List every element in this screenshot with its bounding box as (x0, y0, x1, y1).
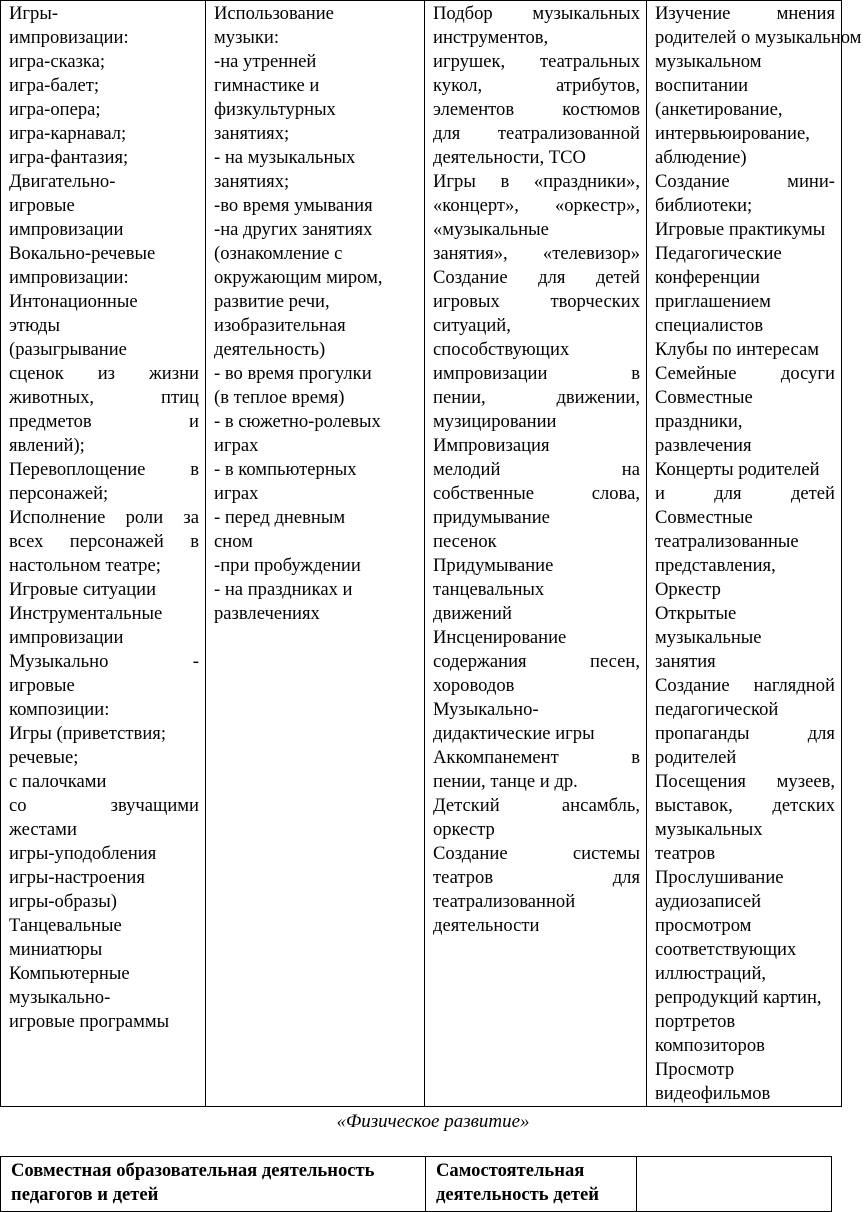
cell-line: Подбор музыкальных (433, 3, 640, 24)
cell-line: - во время прогулки (214, 363, 372, 384)
table-row (1, 1, 842, 1107)
cell-line: движений (433, 603, 512, 624)
cell-line: игра-сказка; (9, 51, 106, 72)
cell-line: Музыкально - (9, 651, 199, 672)
cell-line: интервьюирование, (655, 123, 810, 144)
cell-line: соответствующих (655, 939, 797, 960)
cell-line: специалистов (655, 315, 764, 336)
cell-line: музыки: (214, 27, 280, 48)
cell-line: Использование (214, 3, 334, 24)
cell-line: элементов костюмов (433, 99, 640, 120)
cell-line: Посещения музеев, (655, 771, 835, 792)
cell-line: Совместные (655, 507, 753, 528)
cell-line: выставок, детских (655, 795, 835, 816)
cell-line: родителей о музыкальном (655, 27, 862, 48)
cell-line: Музыкально- (433, 699, 539, 720)
cell-line: музыкальном (655, 51, 762, 72)
cell-line: миниатюры (9, 939, 103, 960)
cell-line: воспитании (655, 75, 749, 96)
column-music-usage (206, 1, 425, 1107)
cell-line: -во время умывания (214, 195, 373, 216)
cell-line: танцевальных (433, 579, 545, 600)
header-empty-cell (637, 1157, 832, 1212)
cell-line: Импровизация (433, 435, 550, 456)
cell-line: конференции (655, 267, 760, 288)
cell-line: инструментов, (433, 27, 549, 48)
cell-line: Игровые ситуации (9, 579, 157, 600)
cell-line: деятельность) (214, 339, 326, 360)
cell-line: физкультурных (214, 99, 336, 120)
cell-line: Интонационные (9, 291, 138, 312)
cell-line: дидактические игры (433, 723, 595, 744)
cell-line: Оркестр (655, 579, 721, 600)
cell-line: ситуаций, (433, 315, 511, 336)
cell-line: мелодий на (433, 459, 640, 480)
cell-line: (в теплое время) (214, 387, 345, 408)
cell-line: занятиях; (214, 123, 290, 144)
cell-line: импровизации: (9, 267, 129, 288)
cell-line: этюды (9, 315, 61, 336)
cell-line: библиотеки; (655, 195, 753, 216)
cell-line: -при пробуждении (214, 555, 361, 576)
cell-line: игры-образы) (9, 891, 117, 912)
cell-line: игровые (9, 195, 75, 216)
cell-line: праздники, (655, 411, 743, 432)
cell-line: видеофильмов (655, 1083, 771, 1104)
cell-line: развлечениях (214, 603, 320, 624)
cell-line: портретов (655, 1011, 736, 1032)
cell-line: всех персонажей в (9, 531, 199, 552)
cell-line: развлечения (655, 435, 752, 456)
cell-line: Семейные досуги (655, 363, 835, 384)
cell-line: композиторов (655, 1035, 765, 1056)
cell-line: Инсценирование (433, 627, 567, 648)
cell-line: импровизации в (433, 363, 640, 384)
cell-line: игра-опера; (9, 99, 101, 120)
cell-line: композиции: (9, 699, 110, 720)
cell-line: придумывание (433, 507, 550, 528)
cell-line: педагогической (655, 699, 779, 720)
cell-line: Исполнение роли за (9, 507, 199, 528)
cell-line: пропаганды для (655, 723, 835, 744)
cell-line: - перед дневным (214, 507, 346, 528)
cell-line: игра-карнавал; (9, 123, 127, 144)
column-improvisation (1, 1, 206, 1107)
section-title: «Физическое развитие» (336, 1111, 530, 1132)
cell-line: для театрализованной (433, 123, 640, 144)
cell-line: играх (214, 435, 259, 456)
table-row (1, 1157, 832, 1212)
cell-line: родителей (655, 747, 737, 768)
cell-line: импровизации (9, 219, 124, 240)
cell-line: (разыгрывание (9, 339, 127, 360)
activity-header-table (0, 1156, 832, 1212)
cell-line: оркестр (433, 819, 495, 840)
header-independent-activity: Самостоятельная деятельность детей (426, 1157, 637, 1212)
cell-line: Клубы по интересам (655, 339, 820, 360)
cell-line: Двигательно- (9, 171, 116, 192)
column-instruments (425, 1, 647, 1107)
cell-line: игры-настроения (9, 867, 145, 888)
cell-line: Танцевальные (9, 915, 122, 936)
cell-line: Просмотр (655, 1059, 735, 1080)
cell-line: содержания песен, (433, 651, 640, 672)
cell-line: сном (214, 531, 253, 552)
cell-line: Игры- (9, 3, 59, 24)
cell-line: импровизации (9, 627, 124, 648)
cell-line: деятельности (433, 915, 540, 936)
cell-line: игра-фантазия; (9, 147, 129, 168)
cell-line: аблюдение) (655, 147, 747, 168)
cell-line: гимнастике и (214, 75, 320, 96)
cell-line: игровых творческих (433, 291, 640, 312)
cell-line: театрализованной (433, 891, 576, 912)
cell-line: - на праздниках и (214, 579, 353, 600)
cell-line: Игровые практикумы (655, 219, 826, 240)
cell-line: персонажей; (9, 483, 109, 504)
cell-line: речевые; (9, 747, 79, 768)
cell-line: с палочками (9, 771, 107, 792)
cell-line: Вокально-речевые (9, 243, 156, 264)
cell-line: игры-уподобления (9, 843, 157, 864)
cell-line: - в сюжетно-ролевых (214, 411, 381, 432)
cell-line: и для детей (655, 483, 835, 504)
cell-line: занятия», «телевизор» (433, 243, 640, 264)
cell-line: игровые программы (9, 1011, 170, 1032)
cell-line: - в компьютерных (214, 459, 357, 480)
cell-line: театров для (433, 867, 640, 888)
cell-line: театрализованные (655, 531, 799, 552)
cell-line: представления, (655, 555, 776, 576)
cell-line: Концерты родителей (655, 459, 820, 480)
cell-line: Создание наглядной (655, 675, 835, 696)
cell-line: репродукций картин, (655, 987, 822, 1008)
cell-line: Создание мини- (655, 171, 835, 192)
cell-line: Прослушивание (655, 867, 784, 888)
cell-line: Изучение мнения (655, 3, 835, 24)
cell-line: Инструментальные (9, 603, 163, 624)
cell-line: театров (655, 843, 716, 864)
cell-line: деятельности, ТСО (433, 147, 586, 168)
cell-line: Игры (приветствия; (9, 723, 166, 744)
cell-line: -на утренней (214, 51, 317, 72)
cell-line: -на других занятиях (214, 219, 373, 240)
cell-line: способствующих (433, 339, 570, 360)
cell-line: Компьютерные (9, 963, 130, 984)
cell-line: окружающим миром, (214, 267, 383, 288)
cell-line: играх (214, 483, 259, 504)
cell-line: музицировании (433, 411, 557, 432)
cell-line: импровизации: (9, 27, 129, 48)
cell-line: жестами (9, 819, 77, 840)
cell-line: сценок из жизни (9, 363, 199, 384)
cell-line: просмотром (655, 915, 752, 936)
cell-line: - на музыкальных (214, 147, 356, 168)
cell-line: Перевоплощение в (9, 459, 199, 480)
cell-line: музыкальные (655, 627, 762, 648)
cell-line: собственные слова, (433, 483, 640, 504)
cell-line: Педагогические (655, 243, 782, 264)
cell-line: «концерт», «оркестр», (433, 195, 640, 216)
cell-line: музыкальных (655, 819, 763, 840)
cell-line: со звучащими (9, 795, 199, 816)
cell-line: изобразительная (214, 315, 346, 336)
cell-line: игра-балет; (9, 75, 100, 96)
cell-line: Создание системы (433, 843, 640, 864)
cell-line: Игры в «праздники», (433, 171, 640, 192)
cell-line: аудиозаписей (655, 891, 762, 912)
cell-line: приглашением (655, 291, 771, 312)
cell-line: игровые (9, 675, 75, 696)
cell-line: (анкетирование, (655, 99, 783, 120)
cell-line: песенок (433, 531, 497, 552)
cell-line: Совместные (655, 387, 753, 408)
cell-line: настольном театре; (9, 555, 161, 576)
column-parents (647, 1, 862, 1107)
cell-line: пении, движении, (433, 387, 640, 408)
cell-line: «музыкальные (433, 219, 549, 240)
cell-line: предметов и (9, 411, 199, 432)
cell-line: Создание для детей (433, 267, 640, 288)
cell-line: Детский ансамбль, (433, 795, 640, 816)
cell-line: Открытые (655, 603, 737, 624)
cell-line: музыкально- (9, 987, 111, 1008)
cell-line: занятиях; (214, 171, 290, 192)
cell-line: иллюстраций, (655, 963, 767, 984)
cell-line: (ознакомление с (214, 243, 343, 264)
cell-line: развитие речи, (214, 291, 330, 312)
cell-line: животных, птиц (9, 387, 199, 408)
cell-line: занятия (655, 651, 716, 672)
header-joint-activity: Совместная образовательная деятельность педагогов и детей (1, 1157, 426, 1212)
cell-line: Придумывание (433, 555, 554, 576)
cell-line: явлений); (9, 435, 85, 456)
cell-line: хороводов (433, 675, 515, 696)
cell-line: игрушек, театральных (433, 51, 640, 72)
cell-line: кукол, атрибутов, (433, 75, 640, 96)
cell-line: пении, танце и др. (433, 771, 578, 792)
cell-line: Аккомпанемент в (433, 747, 640, 768)
